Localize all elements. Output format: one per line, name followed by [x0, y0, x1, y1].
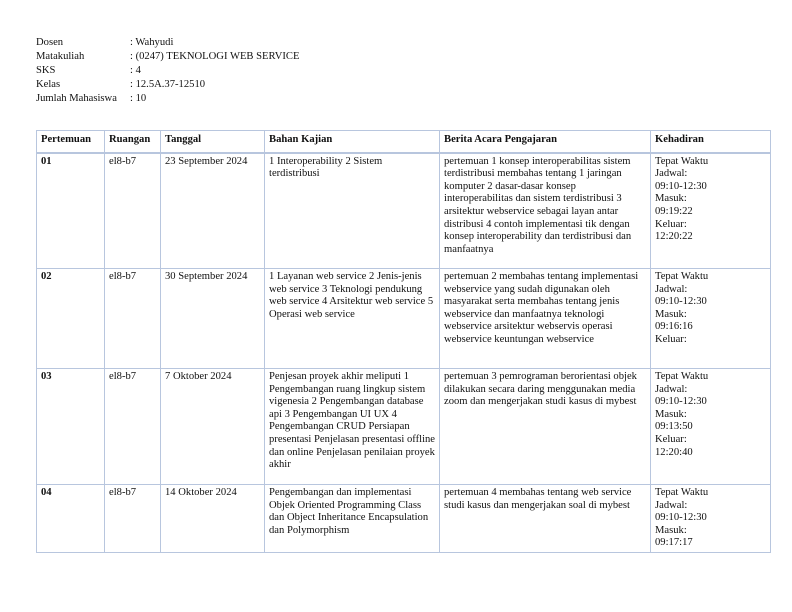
- kehadiran-line: Keluar:: [655, 434, 687, 446]
- meta-value: : 10: [130, 92, 147, 104]
- meta-row-sks: [36, 64, 299, 78]
- kehadiran-line: 09:10-12:30: [655, 296, 707, 308]
- table-header-row: [37, 131, 771, 153]
- cell-kehadiran: [651, 485, 771, 553]
- kehadiran-line: 09:10-12:30: [655, 512, 707, 524]
- kehadiran-line: 09:16:16: [655, 321, 693, 333]
- cell-berita-acara: pertemuan 2 membahas tentang implementasi webservice yang sudah digunakan oleh masyarakat serta membahas tentang jenis webservice dan manfaatnya teknologi webservice arsitektur webservis operasi webservice keuntungan webservice: [440, 269, 651, 369]
- kehadiran-line: Jadwal:: [655, 168, 688, 180]
- cell-kehadiran: [651, 369, 771, 485]
- cell-pertemuan: 01: [37, 153, 105, 269]
- kehadiran-line: 09:10-12:30: [655, 180, 707, 192]
- kehadiran-status: Tepat Waktu: [655, 155, 709, 167]
- header-kehadiran: Kehadiran: [651, 131, 771, 153]
- kehadiran-line: 09:17:17: [655, 537, 693, 549]
- cell-pertemuan: 03: [37, 369, 105, 485]
- kehadiran-line: Jadwal:: [655, 383, 688, 395]
- cell-berita-acara: pertemuan 4 membahas tentang web service studi kasus dan mengerjakan soal di mybest: [440, 485, 651, 553]
- table-row: [37, 485, 771, 553]
- kehadiran-line: 09:10-12:30: [655, 396, 707, 408]
- kehadiran-line: Masuk:: [655, 524, 687, 536]
- meta-row-jumlah-mahasiswa: [36, 92, 299, 106]
- kehadiran-line: Masuk:: [655, 408, 687, 420]
- table-row: [37, 369, 771, 485]
- cell-berita-acara: pertemuan 3 pemrograman berorientasi objek dilakukan secara daring menggunakan media zoom dan mengerjakan studi kasus di mybest: [440, 369, 651, 485]
- meta-row-kelas: [36, 78, 299, 92]
- meta-value: : (0247) TEKNOLOGI WEB SERVICE: [130, 50, 300, 62]
- kehadiran-line: Jadwal:: [655, 499, 688, 511]
- cell-kehadiran: [651, 269, 771, 369]
- header-tanggal: Tanggal: [161, 131, 265, 153]
- cell-tanggal: 14 Oktober 2024: [161, 485, 265, 553]
- header-berita-acara: Berita Acara Pengajaran: [440, 131, 651, 153]
- cell-tanggal: 30 September 2024: [161, 269, 265, 369]
- kehadiran-line: Keluar:: [655, 218, 687, 230]
- meta-row-dosen: [36, 36, 299, 50]
- cell-ruangan: el8-b7: [105, 369, 161, 485]
- table-row: [37, 269, 771, 369]
- meta-value: : 12.5A.37-12510: [130, 78, 206, 90]
- kehadiran-line: Jadwal:: [655, 283, 688, 295]
- cell-pertemuan: 02: [37, 269, 105, 369]
- meta-label: Dosen: [36, 37, 64, 48]
- kehadiran-line: 09:13:50: [655, 421, 693, 433]
- kehadiran-status: Tepat Waktu: [655, 487, 709, 499]
- header-ruangan: Ruangan: [105, 131, 161, 153]
- cell-tanggal: 7 Oktober 2024: [161, 369, 265, 485]
- meta-label: Matakuliah: [36, 50, 85, 62]
- kehadiran-line: Keluar:: [655, 334, 687, 346]
- cell-bahan-kajian: Pengembangan dan implementasi Objek Oriented Programming Class dan Object Inheritance Encapsulation dan Polymorphism: [265, 485, 440, 553]
- table-row: [37, 153, 771, 269]
- attendance-table: [36, 130, 771, 553]
- kehadiran-line: 09:19:22: [655, 205, 693, 217]
- cell-bahan-kajian: 1 Layanan web service 2 Jenis-jenis web service 3 Teknologi pendukung web service 4 Arsitektur web service 5 Operasi web service: [265, 269, 440, 369]
- kehadiran-line: 12:20:22: [655, 231, 693, 243]
- kehadiran-line: Masuk:: [655, 308, 687, 320]
- kehadiran-line: Masuk:: [655, 193, 687, 205]
- cell-berita-acara: pertemuan 1 konsep interoperabilitas sistem terdistribusi membahas tentang 1 jaringan komputer 2 dasar-dasar konsep interoperabilitas dan sistem terdistribusi 3 arsitektur webservice sebagai layan antar distribusi 4 contoh implementasi tik dengan konsep interoperability dan terdistribusi dan manfaatnya: [440, 153, 651, 269]
- cell-ruangan: el8-b7: [105, 269, 161, 369]
- header-bahan-kajian: Bahan Kajian: [265, 131, 440, 153]
- course-info: [36, 36, 299, 106]
- cell-pertemuan: 04: [37, 485, 105, 553]
- meta-label: Kelas: [36, 78, 61, 90]
- cell-ruangan: el8-b7: [105, 153, 161, 269]
- kehadiran-status: Tepat Waktu: [655, 371, 709, 383]
- cell-ruangan: el8-b7: [105, 485, 161, 553]
- attendance-table-wrapper: [36, 130, 770, 553]
- header-pertemuan: Pertemuan: [37, 131, 105, 153]
- kehadiran-line: 12:20:40: [655, 446, 693, 458]
- meta-row-matakuliah: [36, 50, 299, 64]
- meta-label: Jumlah Mahasiswa: [36, 92, 117, 104]
- cell-bahan-kajian: 1 Interoperability 2 Sistem terdistribusi: [265, 153, 440, 269]
- meta-label: SKS: [36, 64, 56, 76]
- cell-kehadiran: [651, 153, 771, 269]
- meta-value: : 4: [130, 64, 141, 76]
- meta-value: : Wahyudi: [130, 37, 174, 48]
- cell-bahan-kajian: Penjesan proyek akhir meliputi 1 Pengembangan ruang lingkup sistem vigenesia 2 Pengembangan database api 3 Pengembangan UI UX 4 Pengembangan CRUD Persiapan presentasi Penjelasan presentasi offline dan online Penjelasan penilaian proyek akhir: [265, 369, 440, 485]
- kehadiran-status: Tepat Waktu: [655, 271, 709, 283]
- cell-tanggal: 23 September 2024: [161, 153, 265, 269]
